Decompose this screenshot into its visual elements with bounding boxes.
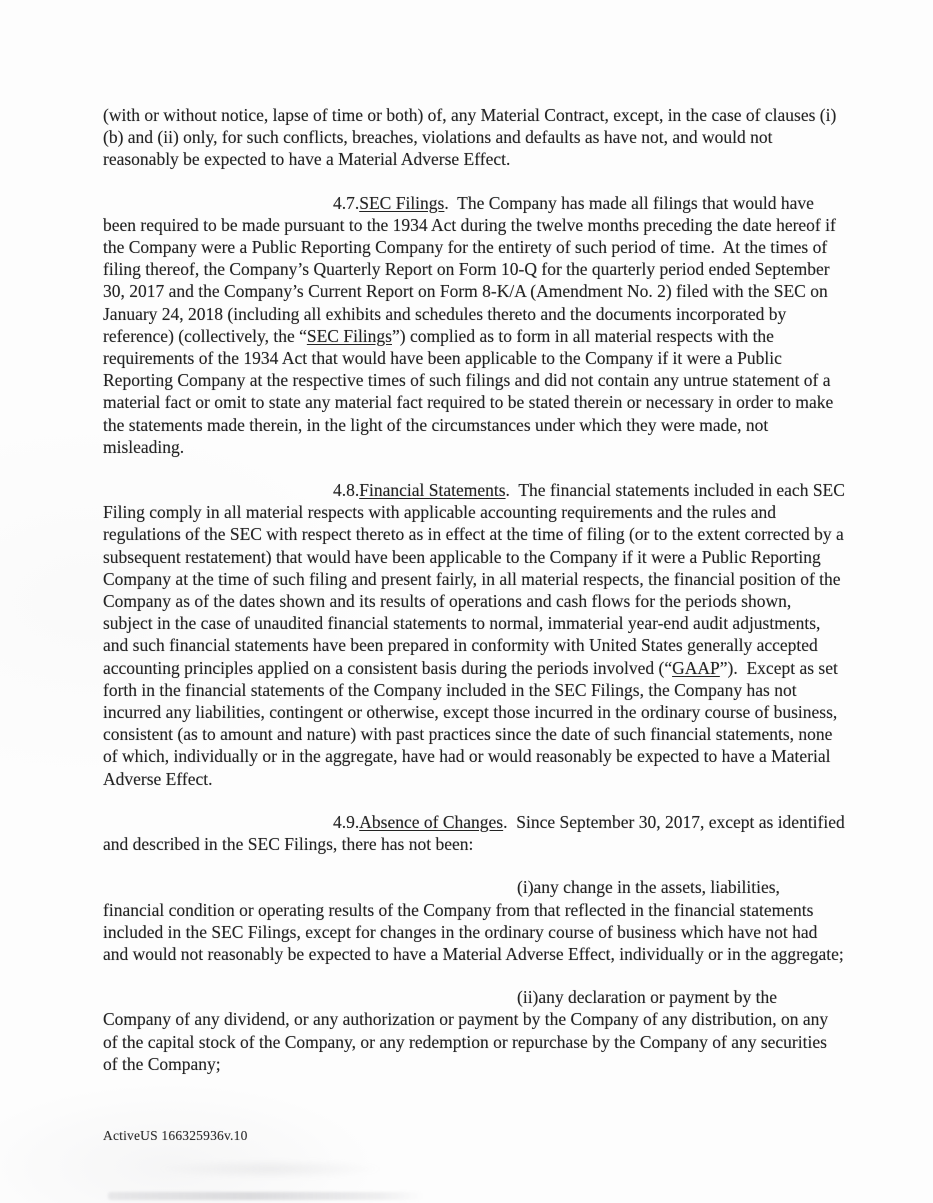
- paragraph: [103, 479, 850, 790]
- paragraph-text: . Since September 30, 2017, except as identified and described in the SEC Filings, there has not been:: [103, 811, 850, 855]
- paragraph-text: ”). Except as set forth in the financial statements of the Company included in the SEC Filings, the Company has not incurred any liabilities, contingent or otherwise, except those incurred in the ordinary course of business, consistent (as to amount and nature) with past practices since the date of such financial statements, none of which, individually or in the aggregate, have had or would reasonably be expected to have a Material Adverse Effect.: [103, 657, 843, 789]
- underlined-heading-text: SEC Filings: [359, 192, 445, 213]
- paragraph: [103, 811, 850, 855]
- paragraph: [103, 876, 845, 965]
- paragraph: [103, 192, 845, 458]
- paragraph-text: . The financial statements included in each SEC Filing comply in all material respects with applicable accounting requirements and the rules and regulations of the SEC with respect thereto as in effect at the time of filing (or to the extent corrected by a subsequent restatement) that would have been applicable to the Company if it were a Public Reporting Company at the time of such filing and present fairly, in all material respects, the financial position of the Company as of the dates shown and its results of operations and cash flows for the periods shown, subject in the case of unaudited financial statements to normal, immaterial year-end audit adjustments, and such financial statements have been prepared in conformity with United States generally accepted accounting principles applied on a consistent basis during the periods involved (“: [103, 480, 850, 678]
- paragraph-text: any change in the assets, liabilities, financial condition or operating results of the Company from that reflected in the financial statements included in the SEC Filings, except for changes in the ordinary course of business which have not had and would not reasonably be expected to have a Material Adverse Effect, individually or in the aggregate;: [103, 877, 844, 964]
- paragraph-text: ”) complied as to form in all material respects with the requirements of the 1934 Act that would have been applicable to the Company if it were a Public Reporting Company at the respective times of such filings and did not contain any untrue statement of a material fact or omit to state any material fact required to be stated therein or necessary in order to make the statements made therein, in the light of the circumstances under which they were made, not misleading.: [103, 325, 838, 457]
- section-number: 4.8.: [333, 480, 360, 501]
- scan-artifact: [108, 1192, 423, 1200]
- section-number: (i): [517, 877, 534, 898]
- footer-doc-id: ActiveUS 166325936v.10: [103, 1128, 248, 1143]
- paragraph-text: . The Company has made all filings that would have been required to be made pursuant to the 1934 Act during the twelve months preceding the date hereof if the Company were a Public Reporting Company for the entirety of such period of time. At the times of filing thereof, the Company’s Quarterly Report on Form 10-Q for the quarterly period ended September 30, 2017 and the Company’s Current Report on Form 8-K/A (Amendment No. 2) filed with the SEC on January 24, 2018 (including all exhibits and schedules thereto and the documents incorporated by reference) (collectively, the “: [103, 192, 841, 346]
- scan-artifact: [150, 1158, 450, 1180]
- paragraph-text: (with or without notice, lapse of time or both) of, any Material Contract, except, in the case of clauses (i)(b) and (ii) only, for such conflicts, breaches, violations and defaults as have not, and would not reasonably be expected to have a Material Adverse Effect.: [103, 105, 837, 170]
- underlined-heading-text: Financial Statements: [359, 480, 506, 501]
- underlined-heading-text: GAAP: [672, 657, 720, 678]
- paragraph: [103, 104, 845, 171]
- document-body: [103, 104, 850, 1096]
- underlined-heading-text: Absence of Changes: [359, 811, 504, 832]
- section-number: 4.9.: [333, 811, 360, 832]
- section-number: 4.7.: [333, 192, 360, 213]
- paragraph: [103, 986, 845, 1075]
- paragraph-text: any declaration or payment by the Company of any dividend, or any authorization or payment by the Company of any distribution, on any of the capital stock of the Company, or any redemption or repurchase by the Company of any securities of the Company;: [103, 987, 833, 1074]
- underlined-heading-text: SEC Filings: [306, 325, 392, 346]
- section-number: (ii): [517, 987, 539, 1008]
